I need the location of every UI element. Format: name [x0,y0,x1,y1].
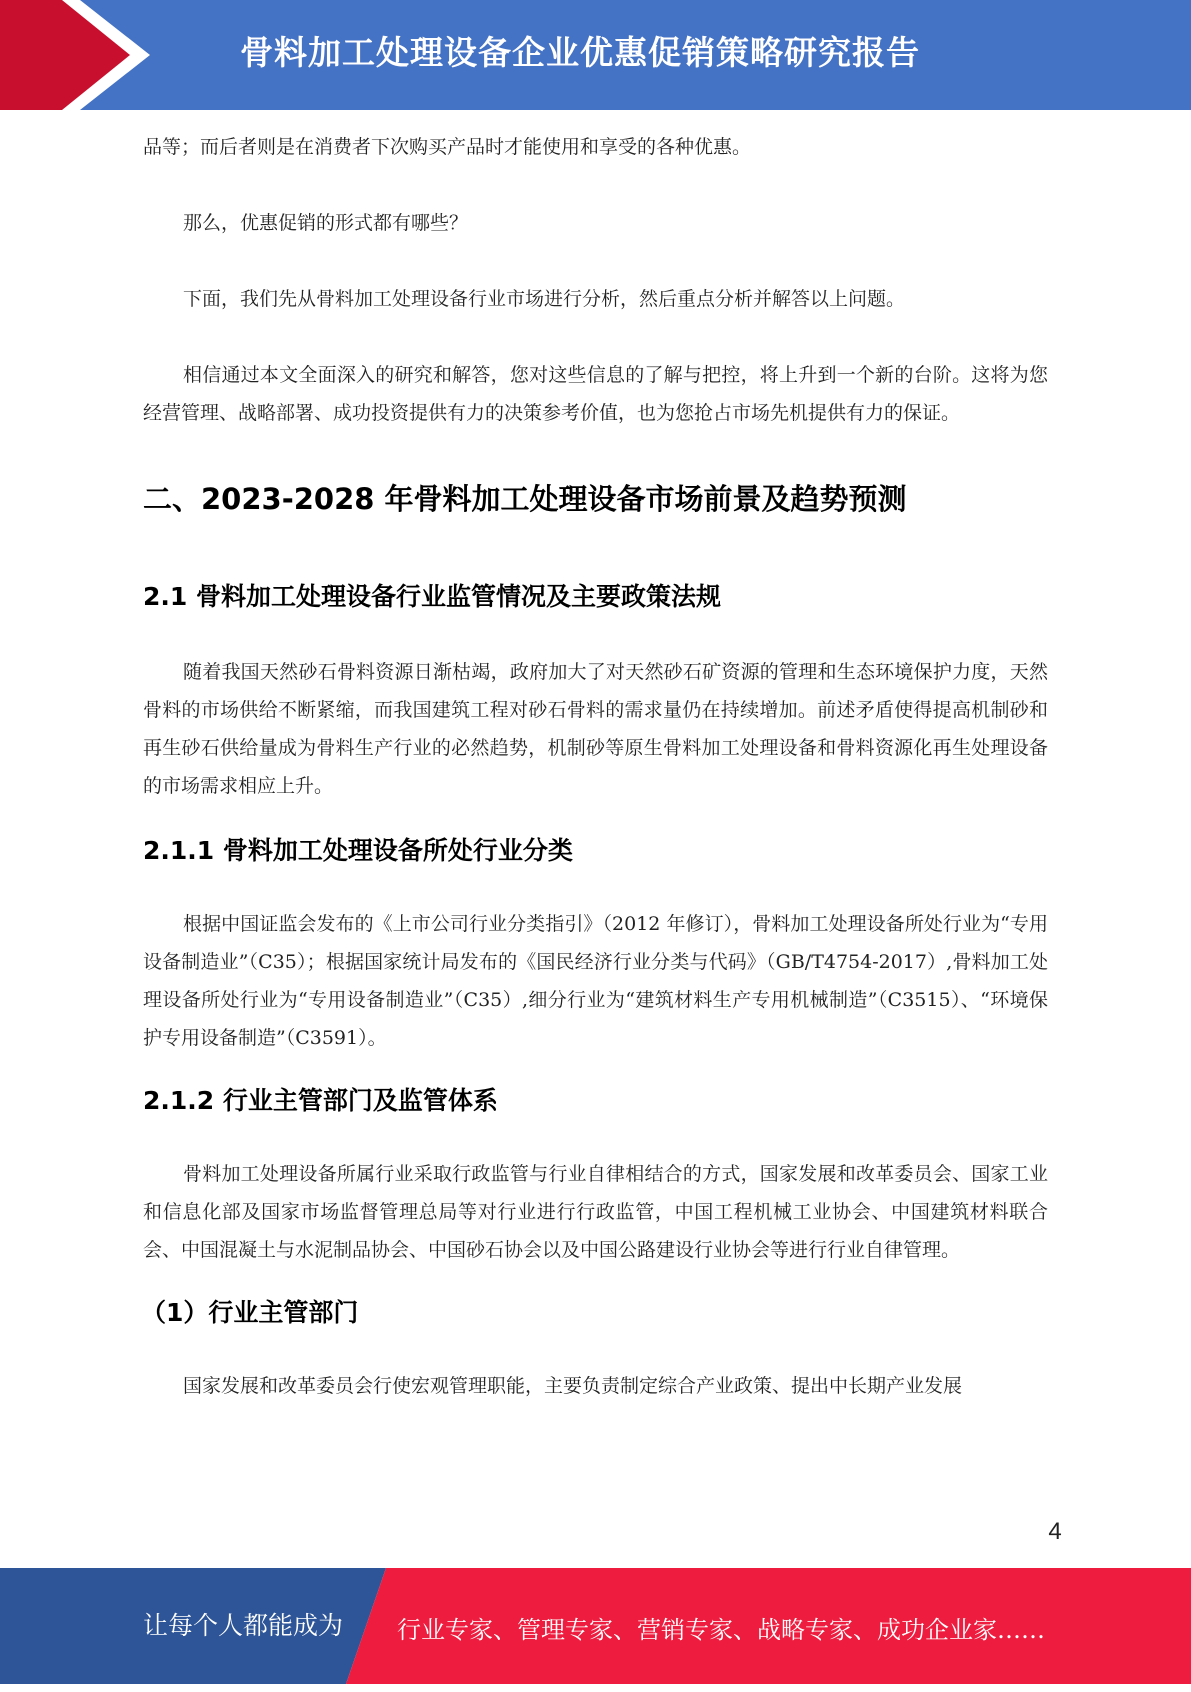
page-number: 4 [1048,1518,1062,1545]
paragraph-2-1-2: 骨料加工处理设备所属行业采取行政监管与行业自律相结合的方式，国家发展和改革委员会、国家工业和信息化部及国家市场监督管理总局等对行业进行行政监管，中国工程机械工业协会、中国建筑材料联合会、中国混凝土与水泥制品协会、中国砂石协会以及中国公路建设行业协会等进行行业自律管理。 [143,1163,1048,1261]
footer-slogan-right: 行业专家、管理专家、营销专家、战略专家、成功企业家…… [397,1616,1045,1644]
paragraph-intro: 下面，我们先从骨料加工处理设备行业市场进行分析，然后重点分析并解答以上问题。 [183,288,906,310]
paragraph-2-1-1: 根据中国证监会发布的《上市公司行业分类指引》（2012 年修订），骨料加工处理设备所处行业为“专用设备制造业”（C35）；根据国家统计局发布的《国民经济行业分类与代码》（GB/T4754-2017）,骨料加工处理设备所处行业为“专用设备制造业”（C35）,细分行业为“建筑材料生产专用机械制造”（C3515）、“环境保护专用设备制造”（C3591）。 [143,913,1048,1049]
document-body [143,128,1048,1405]
heading-sub-1: （1）行业主管部门 [141,1298,359,1327]
report-title: 骨料加工处理设备企业优惠促销策略研究报告 [240,33,920,72]
heading-2-1-2: 2.1.2 行业主管部门及监管体系 [143,1086,498,1115]
paragraph-question: 那么，优惠促销的形式都有哪些？ [183,212,469,234]
paragraph-2-1: 随着我国天然砂石骨料资源日渐枯竭，政府加大了对天然砂石矿资源的管理和生态环境保护力度，天然骨料的市场供给不断紧缩，而我国建筑工程对砂石骨料的需求量仍在持续增加。前述矛盾使得提高机制砂和再生砂石供给量成为骨料生产行业的必然趋势，机制砂等原生骨料加工处理设备和骨料资源化再生处理设备的市场需求相应上升。 [143,661,1048,797]
page-header [0,0,1191,110]
paragraph-continuation: 品等；而后者则是在消费者下次购买产品时才能使用和享受的各种优惠。 [143,136,752,158]
heading-2-1-1: 2.1.1 骨料加工处理设备所处行业分类 [143,836,573,865]
footer-slogan-left: 让每个人都能成为 [143,1611,344,1640]
page-footer [0,1568,1191,1684]
header-arrow-decoration [0,0,160,110]
heading-2-1: 2.1 骨料加工处理设备行业监管情况及主要政策法规 [143,582,721,611]
paragraph-value: 相信通过本文全面深入的研究和解答，您对这些信息的了解与把控，将上升到一个新的台阶。这将为您经营管理、战略部署、成功投资提供有力的决策参考价值，也为您抢占市场先机提供有力的保证。 [143,364,1048,424]
paragraph-sub-1: 国家发展和改革委员会行使宏观管理职能，主要负责制定综合产业政策、提出中长期产业发展 [183,1375,963,1397]
section-heading-2: 二、2023-2028 年骨料加工处理设备市场前景及趋势预测 [143,482,907,516]
